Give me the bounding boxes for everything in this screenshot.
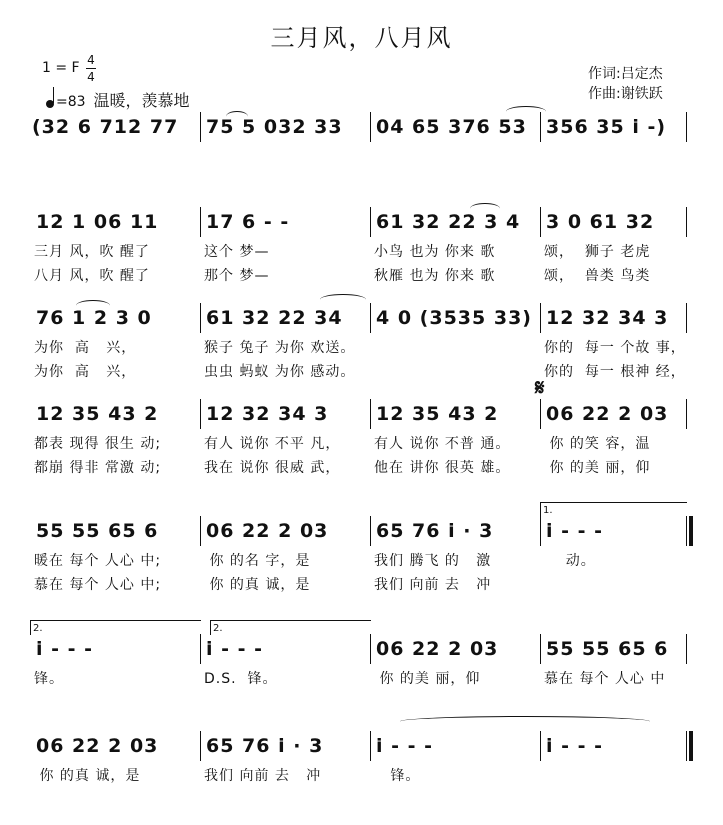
lyric-line-1: 你 的笑 容，温 [544,436,651,452]
measure: (32 6 712 77 [32,116,179,138]
lyric-line-1: 我们 腾飞 的 激 [374,553,492,569]
lyric-line-2: 他在 讲你 很英 雄。 [374,460,511,476]
volta-number: 2. [213,623,223,634]
measure: 12 1 06 11 [36,211,159,233]
lyric-line-2: 秋雁 也为 你来 歌 [374,268,496,284]
barline [686,112,687,142]
barline [200,303,201,333]
barline [370,399,371,429]
barline [540,207,541,237]
credits [588,64,663,104]
segno-icon: 𝄋 [535,376,545,401]
volta-bracket [210,620,371,635]
volta-number: 2. [33,623,43,634]
measure: 12 32 34 3 [546,307,669,329]
measure: 3 0 61 32 [546,211,655,233]
measure: i - - - [376,735,434,757]
measure: 356 35 i -) [546,116,667,138]
barline [200,112,201,142]
barline [200,516,201,546]
measure: 04 65 376 53 [376,116,527,138]
barline [540,516,541,546]
slur [320,294,366,305]
time-signature [86,54,96,83]
barline [370,112,371,142]
lyric-line-2: 虫虫 蚂蚁 为你 感动。 [204,364,356,380]
time-signature-bottom: 4 [87,70,95,84]
barline [686,731,687,761]
lyric-line-1: 锋。 [374,768,421,784]
expression-marking: 温暖，羡慕地 [93,91,190,110]
lyric-line-1: 为你 高 兴， [34,340,137,356]
barline [540,399,541,429]
volta-bracket [30,620,201,635]
measure: 76 1 2 3 0 [36,307,152,329]
measure: i - - - [36,638,94,660]
lyricist: 作词:吕定杰 [588,66,663,82]
measure: i - - - [206,638,264,660]
lyric-line-1: 这个 梦— [204,244,270,260]
lyric-line-1: D.S. 锋。 [204,671,278,687]
composer: 作曲:谢铁跃 [588,86,663,102]
barline [540,634,541,664]
lyric-line-1: 我们 向前 去 冲 [204,768,322,784]
lyric-line-2: 都崩 得非 常激 动; [34,460,162,476]
lyric-line-1: 锋。 [34,671,64,687]
lyric-line-1: 有人 说你 不平 凡， [204,436,341,452]
lyric-line-2: 你的 每一 根神 经， [544,364,686,380]
lyric-line-1: 三月 风，吹 醒了 [34,244,150,260]
lyric-line-1: 都表 现得 很生 动; [34,436,162,452]
slur [506,106,546,117]
lyric-line-2: 我们 向前 去 冲 [374,577,492,593]
barline [540,731,541,761]
key-signature: 1 = F [42,60,80,76]
lyric-line-1: 有人 说你 不普 通。 [374,436,511,452]
lyric-line-1: 你 的真 诚，是 [34,768,141,784]
slur [226,111,248,122]
lyric-line-2: 那个 梦— [204,268,270,284]
lyric-line-1: 颂， 狮子 老虎 [544,244,651,260]
lyric-line-2: 我在 说你 很威 武， [204,460,341,476]
final-barline [689,731,693,761]
barline [686,207,687,237]
barline [200,634,201,664]
lyric-line-2: 你 的真 诚，是 [204,577,311,593]
lyric-line-1: 你 的美 丽，仰 [374,671,481,687]
time-signature-top: 4 [87,53,95,67]
lyric-line-1: 慕在 每个 人心 中 [544,671,666,687]
measure: 61 32 22 3 4 [376,211,521,233]
tempo-value: =83 [56,94,86,110]
volta-number: 1. [543,505,553,516]
barline [200,731,201,761]
tempo-marking [46,88,190,111]
barline [686,303,687,333]
final-barline [689,516,693,546]
measure: 12 32 34 3 [206,403,329,425]
measure: 75 5 032 33 [206,116,343,138]
barline [370,516,371,546]
barline [686,634,687,664]
measure: 65 76 i · 3 [206,735,324,757]
lyric-line-2: 为你 高 兴， [34,364,137,380]
barline [370,634,371,664]
lyric-line-2: 颂， 兽类 鸟类 [544,268,651,284]
slur [76,300,110,311]
lyric-line-2: 你 的美 丽，仰 [544,460,651,476]
measure: 61 32 22 34 [206,307,343,329]
measure: 06 22 2 03 [546,403,669,425]
measure: 55 55 65 6 [36,520,159,542]
lyric-line-2: 慕在 每个 人心 中; [34,577,162,593]
barline [540,303,541,333]
song-title: 三月风，八月风 [270,24,453,52]
lyric-line-1: 暖在 每个 人心 中; [34,553,162,569]
measure: 06 22 2 03 [206,520,329,542]
barline [200,207,201,237]
slur [470,203,500,214]
measure: 17 6 - - [206,211,290,233]
lyric-line-1: 你 的名 字，是 [204,553,311,569]
volta-bracket [540,502,687,517]
lyric-line-1: 动。 [544,553,596,569]
lyric-line-1: 小鸟 也为 你来 歌 [374,244,496,260]
slur [400,716,650,727]
measure: 55 55 65 6 [546,638,669,660]
measure: 06 22 2 03 [36,735,159,757]
barline [686,399,687,429]
lyric-line-1: 猴子 兔子 为你 欢送。 [204,340,356,356]
measure: i - - - [546,735,604,757]
barline [370,303,371,333]
measure: i - - - [546,520,604,542]
measure: 06 22 2 03 [376,638,499,660]
barline [370,731,371,761]
measure: 4 0 (3535 33) [376,307,532,329]
lyric-line-1: 你的 每一 个故 事， [544,340,686,356]
lyric-line-2: 八月 风，吹 醒了 [34,268,150,284]
measure: 12 35 43 2 [36,403,159,425]
measure: 12 35 43 2 [376,403,499,425]
barline [686,516,687,546]
barline [200,399,201,429]
barline [370,207,371,237]
measure: 65 76 i · 3 [376,520,494,542]
